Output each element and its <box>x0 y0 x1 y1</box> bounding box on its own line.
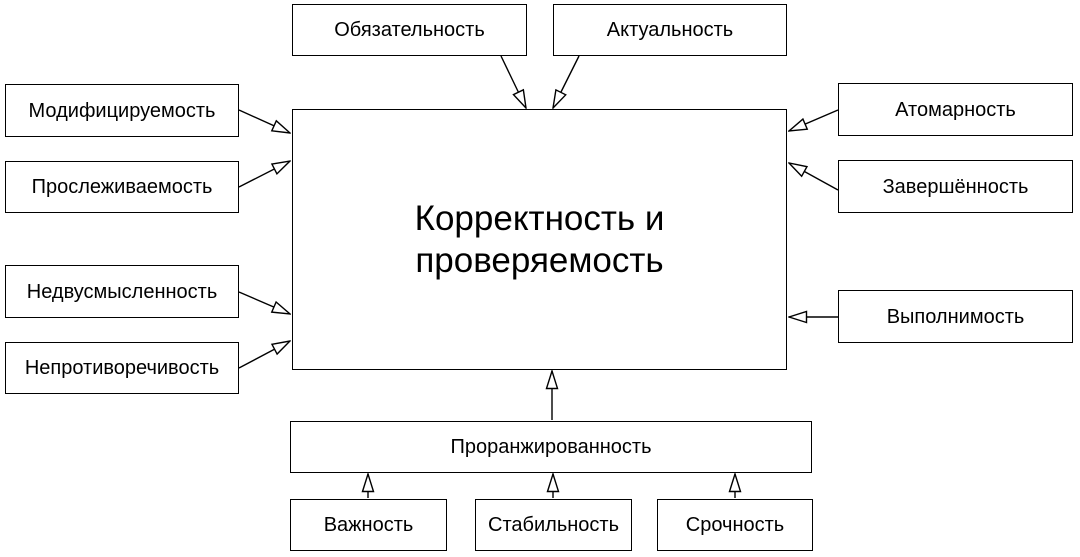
box-feasibility <box>838 290 1073 343</box>
arrow-consistency-to-center <box>239 341 290 368</box>
box-completeness-label: Завершённость <box>882 175 1029 198</box>
box-importance-label: Важность <box>323 514 414 536</box>
arrow-traceability-to-center <box>239 161 290 187</box>
arrow-atomicity-to-center <box>789 110 838 131</box>
box-ranking <box>290 421 812 473</box>
arrow-obligatoriness-to-center <box>501 56 526 108</box>
box-consistency-label: Непротиворечивость <box>24 357 220 379</box>
box-atomicity-label: Атомарность <box>895 98 1016 121</box>
arrow-unambiguity-to-center <box>239 292 290 314</box>
box-obligatoriness-label: Обязательность <box>334 19 485 41</box>
box-stability-label: Стабильность <box>488 514 619 536</box>
box-correctness-verifiability-line1: Корректность и <box>414 198 665 238</box>
box-urgency <box>657 499 813 551</box>
box-unambiguity-label: Недвусмысленность <box>26 280 218 303</box>
box-traceability <box>5 161 239 213</box>
box-completeness <box>838 160 1073 213</box>
box-urgency-label: Срочность <box>685 514 785 536</box>
box-correctness-verifiability <box>292 109 787 370</box>
box-correctness-verifiability-line2: проверяемость <box>415 240 664 280</box>
box-stability <box>475 499 632 551</box>
box-modifiability <box>5 84 239 137</box>
box-relevance-label: Актуальность <box>606 19 734 41</box>
arrow-relevance-to-center <box>553 56 579 108</box>
box-importance <box>290 499 447 551</box>
arrow-completeness-to-center <box>789 163 838 190</box>
box-consistency <box>5 342 239 394</box>
box-feasibility-label: Выполнимость <box>886 305 1025 328</box>
box-modifiability-label: Модифицируемость <box>28 99 216 122</box>
box-traceability-label: Прослеживаемость <box>31 176 213 198</box>
box-obligatoriness <box>292 4 527 56</box>
box-relevance <box>553 4 787 56</box>
arrow-modifiability-to-center <box>239 110 290 133</box>
box-ranking-label: Проранжированность <box>450 436 652 458</box>
box-unambiguity <box>5 265 239 318</box>
box-atomicity <box>838 83 1073 136</box>
